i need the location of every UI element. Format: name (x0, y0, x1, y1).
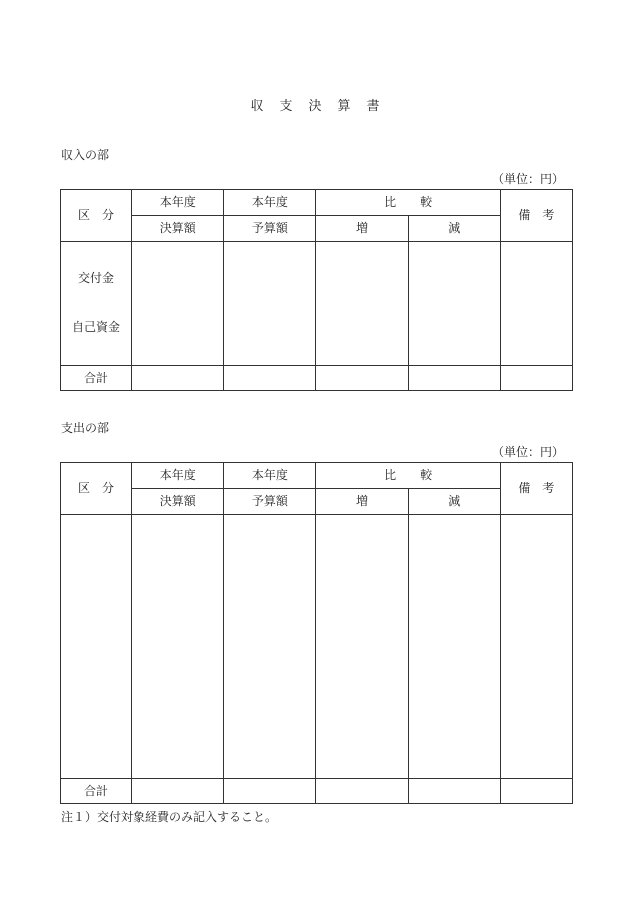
income-increase-cell[interactable] (316, 242, 408, 366)
income-total-increase[interactable] (316, 366, 408, 391)
income-unit-label: （単位：円） (491, 172, 564, 186)
expense-total-budget[interactable] (224, 779, 316, 804)
header-decrease: 減 (408, 489, 500, 515)
expense-table (60, 462, 573, 804)
income-total-label: 合計 (61, 366, 132, 391)
income-row-label: 交付金 (78, 271, 115, 286)
header-settled-top: 本年度 (132, 463, 224, 489)
header-budget-bottom: 予算額 (224, 216, 316, 242)
expense-total-decrease[interactable] (408, 779, 500, 804)
header-remarks: 備 考 (500, 190, 572, 242)
header-settled-bottom: 決算額 (132, 489, 224, 515)
header-settled-bottom: 決算額 (132, 216, 224, 242)
expense-decrease-cell[interactable] (408, 515, 500, 779)
expense-budget-cell[interactable] (224, 515, 316, 779)
title-char: 算 (337, 99, 351, 114)
document-title (0, 95, 630, 114)
income-total-remarks[interactable] (500, 366, 572, 391)
expense-increase-cell[interactable] (316, 515, 408, 779)
income-row-label: 自己資金 (72, 320, 121, 335)
header-budget-top: 本年度 (224, 190, 316, 216)
header-decrease: 減 (408, 216, 500, 242)
income-decrease-cell[interactable] (408, 242, 500, 366)
header-category: 区 分 (61, 190, 132, 242)
header-remarks: 備 考 (500, 463, 572, 515)
income-total-decrease[interactable] (408, 366, 500, 391)
income-total-settled[interactable] (132, 366, 224, 391)
expense-total-label: 合計 (61, 779, 132, 804)
header-compare: 比 較 (316, 190, 500, 216)
title-char: 支 (279, 99, 293, 114)
header-settled-top: 本年度 (132, 190, 224, 216)
header-increase: 増 (316, 489, 408, 515)
title-char: 決 (308, 99, 322, 114)
header-budget-bottom: 予算額 (224, 489, 316, 515)
title-char: 収 (250, 99, 264, 114)
footnote: 注１）交付対象経費のみ記入すること。 (61, 810, 278, 824)
header-category: 区 分 (61, 463, 132, 515)
income-heading: 収入の部 (61, 148, 110, 162)
expense-total-increase[interactable] (316, 779, 408, 804)
income-settled-cell[interactable] (132, 242, 224, 366)
expense-unit-label: （単位：円） (491, 445, 564, 459)
expense-total-remarks[interactable] (500, 779, 572, 804)
income-table (60, 189, 573, 391)
title-char: 書 (366, 99, 380, 114)
income-total-budget[interactable] (224, 366, 316, 391)
header-budget-top: 本年度 (224, 463, 316, 489)
expense-items-cell[interactable] (61, 515, 132, 779)
expense-settled-cell[interactable] (132, 515, 224, 779)
expense-total-settled[interactable] (132, 779, 224, 804)
income-budget-cell[interactable] (224, 242, 316, 366)
header-increase: 増 (316, 216, 408, 242)
expense-heading: 支出の部 (61, 421, 110, 435)
header-compare: 比 較 (316, 463, 500, 489)
income-items-cell (61, 242, 132, 366)
expense-remarks-cell[interactable] (500, 515, 572, 779)
income-remarks-cell[interactable] (500, 242, 572, 366)
